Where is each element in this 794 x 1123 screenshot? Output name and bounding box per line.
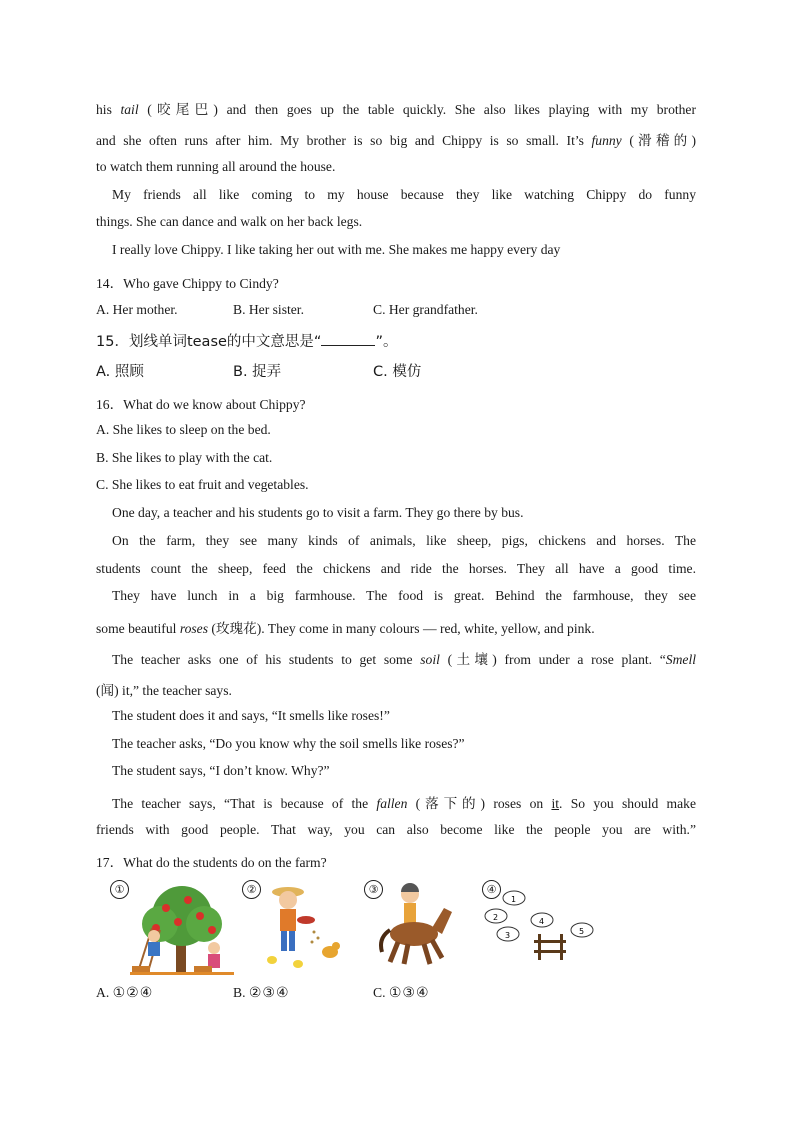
fence-icon	[534, 934, 566, 960]
sheep-fence-icon	[482, 890, 602, 970]
q17-option-c: C. ①③④	[373, 985, 430, 1001]
q14-option-a: A. Her mother.	[96, 302, 178, 317]
word-it-underlined: it	[551, 796, 560, 811]
word-soil: soil	[420, 652, 440, 667]
q15-option-b: B. 捉弄	[233, 364, 282, 380]
picture-label-2: ②	[242, 880, 261, 899]
passage2-line-11: The teacher says, “That is because of the fallen (落下的) roses on it. So you should make	[112, 796, 696, 811]
passage2-line-4: They have lunch in a big farmhouse. The food is great. Behind the farmhouse, they see	[112, 588, 696, 603]
q17-stem: 17．What do the students do on the farm?	[96, 855, 327, 870]
passage1-line-3: to watch them running all around the house.	[96, 159, 336, 174]
q15-stem: 15．划线单词tease的中文意思是“ ”。	[96, 334, 398, 350]
svg-text:1: 1	[511, 895, 517, 904]
passage2-line-8: The student does it and says, “It smells like roses!”	[112, 708, 390, 723]
q16-stem: 16．What do we know about Chippy?	[96, 397, 306, 412]
passage2-line-7: (闻) it,” the teacher says.	[96, 683, 232, 698]
sheep-2	[485, 909, 507, 923]
feeding-chickens-icon	[258, 882, 348, 972]
passage1-line-5: things. She can dance and walk on her back legs.	[96, 214, 363, 229]
svg-text:5: 5	[579, 927, 585, 936]
picture-label-3: ③	[364, 880, 383, 899]
q14-option-b: B. Her sister.	[233, 302, 304, 317]
picture-label-4: ④	[482, 880, 501, 899]
passage2-line-3: students count the sheep, feed the chickens and ride the horses. They all have a good time.	[96, 561, 696, 576]
svg-text:3: 3	[505, 931, 511, 940]
passage2-line-9: The teacher asks, “Do you know why the soil smells like roses?”	[112, 736, 465, 751]
q15-option-c: C. 模仿	[373, 364, 422, 380]
word-fallen: fallen	[376, 796, 408, 811]
q16-option-a: A. She likes to sleep on the bed.	[96, 422, 271, 437]
q15-option-a: A. 照顾	[96, 364, 144, 380]
passage1-line-2: and she often runs after him. My brother is so big and Chippy is so small. It’s funny (滑稽的)	[96, 133, 696, 148]
passage2-line-1: One day, a teacher and his students go to visit a farm. They go there by bus.	[112, 505, 524, 520]
passage1-line-6: I really love Chippy. I like taking her out with me. She makes me happy every day	[112, 242, 561, 257]
passage2-line-6: The teacher asks one of his students to get some soil (土壤) from under a rose plant. “Smell	[112, 652, 696, 667]
q14-stem: 14．Who gave Chippy to Cindy?	[96, 276, 279, 291]
q16-option-b: B. She likes to play with the cat.	[96, 450, 273, 465]
sheep-1	[503, 891, 525, 905]
apple-tree-icon	[130, 886, 240, 976]
passage2-line-2: On the farm, they see many kinds of animals, like sheep, pigs, chickens and horses. The	[112, 533, 696, 548]
sheep-3	[497, 927, 519, 941]
passage1-line-4: My friends all like coming to my house because they like watching Chippy do funny	[112, 187, 696, 202]
word-smell: Smell	[665, 652, 696, 667]
sheep-5	[571, 923, 593, 937]
q16-option-c: C. She likes to eat fruit and vegetables.	[96, 477, 309, 492]
passage2-line-5: some beautiful roses (玫瑰花). They come in many colours — red, white, yellow, and pink.	[96, 621, 595, 636]
q17-option-b: B. ②③④	[233, 985, 290, 1001]
word-tail: tail	[120, 102, 139, 117]
q14-option-c: C. Her grandfather.	[373, 302, 478, 317]
sheep-4	[531, 913, 553, 927]
q17-option-a: A. ①②④	[96, 985, 154, 1001]
svg-text:4: 4	[539, 917, 545, 926]
picture-label-1: ①	[110, 880, 129, 899]
passage2-line-12: friends with good people. That way, you can also become like the people you are with.”	[96, 822, 696, 837]
word-funny: funny	[591, 133, 622, 148]
passage1-line-1: his tail (咬尾巴) and then goes up the table quickly. She also likes playing with my brother	[96, 102, 696, 117]
passage2-line-10: The student says, “I don’t know. Why?”	[112, 763, 330, 778]
svg-text:2: 2	[493, 913, 499, 922]
answer-blank	[321, 333, 375, 346]
word-roses: roses	[179, 621, 209, 636]
riding-horse-icon	[374, 882, 464, 972]
